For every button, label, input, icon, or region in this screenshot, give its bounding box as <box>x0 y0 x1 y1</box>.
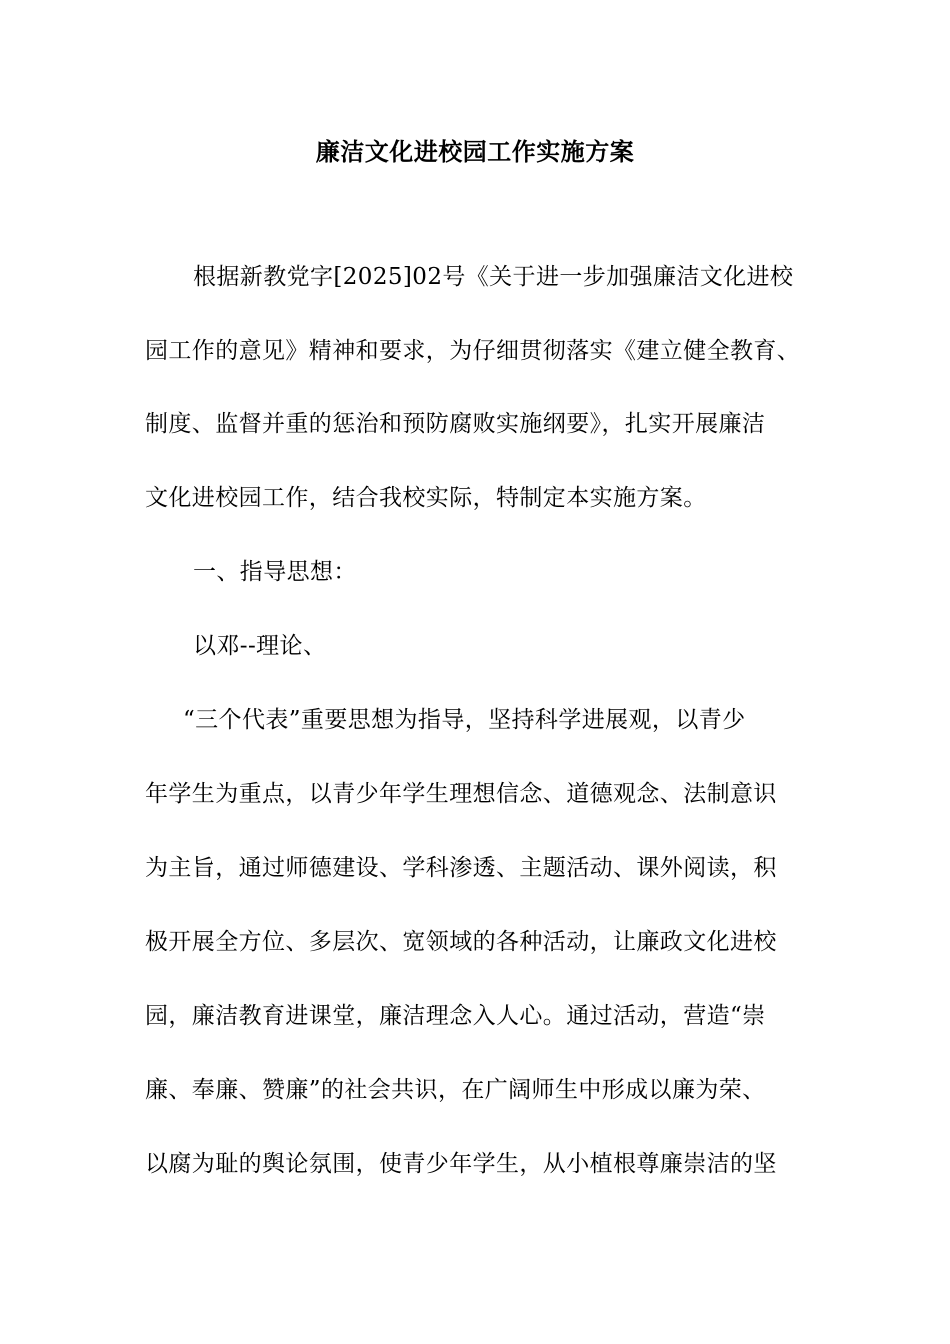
paragraph-line-4: 文化进校园工作，结合我校实际，特制定本实施方案。 <box>145 485 707 511</box>
paragraph-line-12: 廉、奉廉、赞廉”的社会共识，在广阔师生中形成以廉为荣、 <box>145 1077 766 1103</box>
document-title: 廉洁文化进校园工作实施方案 <box>315 138 635 166</box>
paragraph-line-11: 园，廉洁教育进课堂，廉洁理念入人心。通过活动，营造“崇 <box>145 1003 766 1029</box>
section-heading-guiding-thought: 一、指导思想： <box>193 559 357 585</box>
paragraph-line-10: 极开展全方位、多层次、宽领域的各种活动，让廉政文化进校 <box>145 929 777 955</box>
paragraph-line-9: 为主旨，通过师德建设、学科渗透、主题活动、课外阅读，积 <box>145 855 777 881</box>
paragraph-line-1: 根据新教党字[2025]02号《关于进一步加强廉洁文化进校 <box>193 264 794 290</box>
paragraph-line-6: 以邓--理论、 <box>193 633 327 659</box>
paragraph-line-13: 以腐为耻的舆论氛围，使青少年学生，从小植根尊廉崇洁的坚 <box>145 1151 777 1177</box>
paragraph-line-7: “三个代表”重要思想为指导，坚持科学进展观，以青少 <box>183 707 746 733</box>
paragraph-line-2: 园工作的意见》精神和要求，为仔细贯彻落实《建立健全教育、 <box>145 338 801 364</box>
paragraph-line-8: 年学生为重点，以青少年学生理想信念、道德观念、法制意识 <box>145 781 777 807</box>
paragraph-line-3: 制度、监督并重的惩治和预防腐败实施纲要》，扎实开展廉洁 <box>145 411 766 437</box>
